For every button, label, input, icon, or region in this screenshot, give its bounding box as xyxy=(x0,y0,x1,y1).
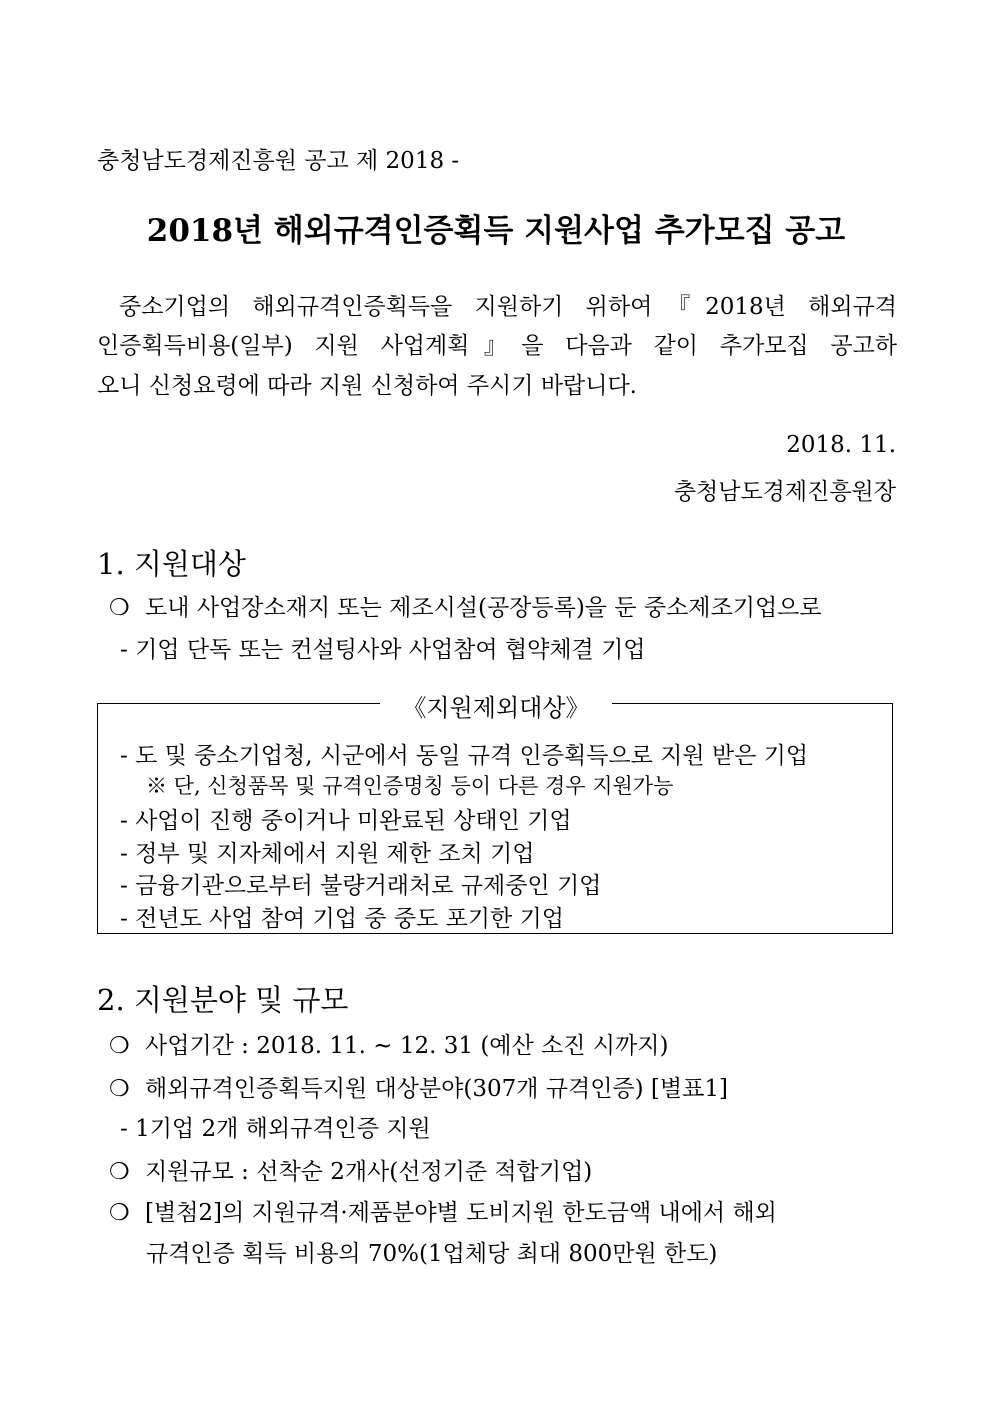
issuer-name: 충청남도경제진흥원장 xyxy=(673,479,896,505)
notice-number: 충청남도경제진흥원 공고 제 2018 - xyxy=(97,148,460,174)
exclusion-item-1: - 도 및 중소기업청, 시군에서 동일 규격 인증획득으로 지원 받은 기업 xyxy=(120,743,809,769)
section-2-bullet-2 xyxy=(109,1070,728,1103)
exclusion-item-4: - 금융기관으로부터 불량거래처로 규제중인 기업 xyxy=(120,873,602,899)
section-2-bullet-3 xyxy=(109,1153,592,1186)
section-1-bullet-1 xyxy=(109,589,822,622)
exclusion-item-5: - 전년도 사업 참여 기업 중 중도 포기한 기업 xyxy=(120,906,564,932)
circle-bullet-icon: ❍ xyxy=(109,1159,130,1185)
intro-line-3: 오니 신청요령에 따라 지원 신청하여 주시기 바랍니다. xyxy=(97,373,637,399)
bullet-text: 지원규모 : 선착순 2개사(선정기준 적합기업) xyxy=(145,1159,593,1185)
section-1-heading: 1. 지원대상 xyxy=(97,547,246,581)
section-1-dash-1: - 기업 단독 또는 컨설팅사와 사업참여 협약체결 기업 xyxy=(120,637,646,663)
exclusion-box-title: 《지원제외대상》 xyxy=(0,688,992,723)
bullet-text: 사업기간 : 2018. 11. ~ 12. 31 (예산 소진 시까지) xyxy=(145,1033,669,1059)
section-2-dash-1: - 1기업 2개 해외규격인증 지원 xyxy=(120,1116,431,1142)
bullet-text: 해외규격인증획득지원 대상분야(307개 규격인증) [별표1] xyxy=(145,1076,728,1102)
exclusion-note-1: ※ 단, 신청품목 및 규격인증명칭 등이 다른 경우 지원가능 xyxy=(146,774,674,798)
document-title: 2018년 해외규격인증획득 지원사업 추가모집 공고 xyxy=(146,213,846,249)
section-2-bullet-4 xyxy=(109,1194,777,1227)
exclusion-item-2: - 사업이 진행 중이거나 미완료된 상태인 기업 xyxy=(120,808,572,834)
circle-bullet-icon: ❍ xyxy=(109,595,130,621)
bullet-text: 도내 사업장소재지 또는 제조시설(공장등록)을 둔 중소제조기업으로 xyxy=(145,595,822,621)
section-2-bullet-4-continued: 규격인증 획득 비용의 70%(1업체당 최대 800만원 한도) xyxy=(146,1241,718,1267)
circle-bullet-icon: ❍ xyxy=(109,1033,130,1059)
intro-line-2: 인증획득비용(일부) 지원 사업계획』을 다음과 같이 추가모집 공고하 xyxy=(97,333,897,359)
circle-bullet-icon: ❍ xyxy=(109,1076,130,1102)
bullet-text: [별첨2]의 지원규격·제품분야별 도비지원 한도금액 내에서 해외 xyxy=(145,1200,777,1226)
section-2-heading: 2. 지원분야 및 규모 xyxy=(97,983,349,1017)
intro-line-1: 중소기업의 해외규격인증획득을 지원하기 위하여『2018년 해외규격 xyxy=(119,294,897,320)
section-2-bullet-1 xyxy=(109,1027,668,1060)
notice-date: 2018. 11. xyxy=(786,432,896,458)
circle-bullet-icon: ❍ xyxy=(109,1200,130,1226)
exclusion-item-3: - 정부 및 지자체에서 지원 제한 조치 기업 xyxy=(120,841,535,867)
